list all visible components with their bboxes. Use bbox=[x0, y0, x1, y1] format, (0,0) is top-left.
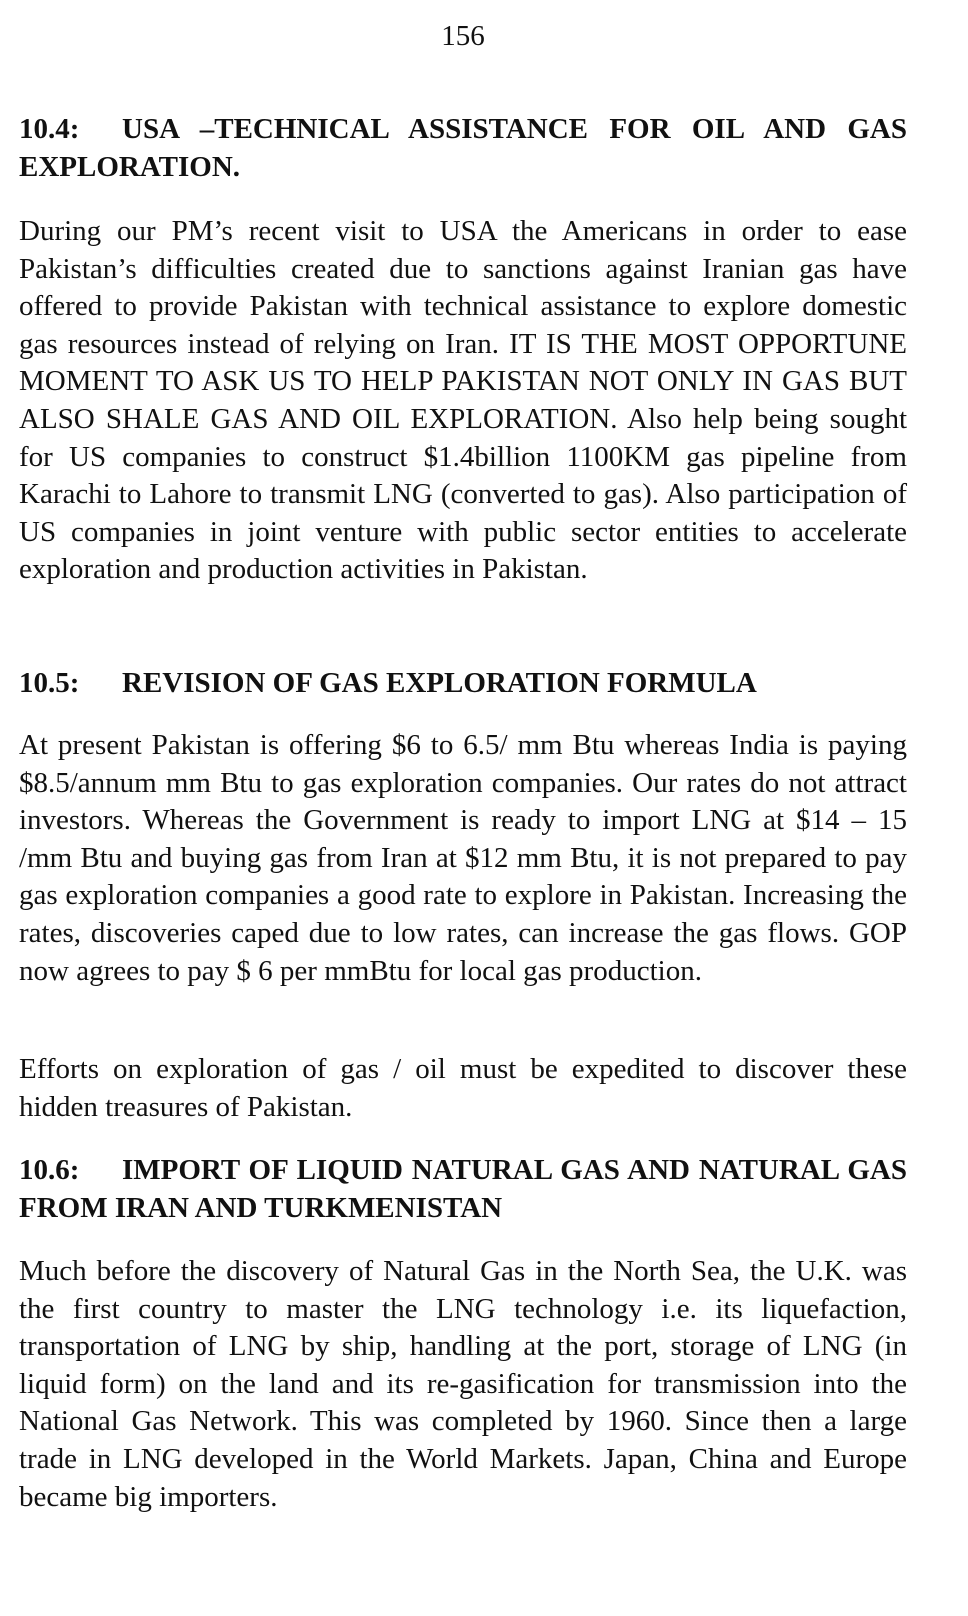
section-heading-10-6 bbox=[19, 1151, 907, 1227]
section-number: 10.5: bbox=[19, 667, 80, 699]
section-number: 10.6: bbox=[19, 1154, 80, 1186]
section-10-4-paragraph: During our PM’s recent visit to USA the Americans in order to ease Pakistan’s difficulties created due to sanctions against Iranian gas have offered to provide Pakistan with technical assistance to explore domestic gas resources instead of relying on Iran. IT IS THE MOST OPPORTUNE MOMENT TO ASK US TO HELP PAKISTAN NOT ONLY IN GAS BUT ALSO SHALE GAS AND OIL EXPLORATION. Also help being sought for US companies to construct $1.4billion 1100KM gas pipeline from Karachi to Lahore to transmit LNG (converted to gas). Also participation of US companies in joint venture with public sector entities to accelerate exploration and production activities in Pakistan. bbox=[19, 215, 907, 586]
section-heading-10-4 bbox=[19, 110, 907, 186]
section-10-6-paragraph: Much before the discovery of Natural Gas in the North Sea, the U.K. was the first country to master the LNG technology i.e. its liquefaction, transportation of LNG by ship, handling at the port, storage of LNG (in liquid form) on the land and its re-gasification for transmission into the National Gas Network. This was completed by 1960. Since then a large trade in LNG developed in the World Markets. Japan, China and Europe became big importers. bbox=[19, 1255, 907, 1513]
section-title: REVISION OF GAS EXPLORATION FORMULA bbox=[122, 667, 757, 699]
section-heading-10-5 bbox=[19, 664, 907, 702]
section-title: IMPORT OF LIQUID NATURAL GAS AND NATURAL GAS FROM IRAN AND TURKMENISTAN bbox=[19, 1154, 907, 1224]
section-10-5-paragraph-2: Efforts on exploration of gas / oil must be expedited to discover these hidden treasures of Pakistan. bbox=[19, 1053, 907, 1123]
section-number: 10.4: bbox=[19, 113, 80, 145]
section-title: USA –TECHNICAL ASSISTANCE FOR OIL AND GAS EXPLORATION. bbox=[19, 113, 907, 183]
page-number: 156 bbox=[441, 20, 485, 52]
section-10-5-paragraph-1: At present Pakistan is offering $6 to 6.5/ mm Btu whereas India is paying $8.5/annum mm Btu to gas exploration companies. Our rates do not attract investors. Whereas the Government is ready to import LNG at $14 – 15 /mm Btu and buying gas from Iran at $12 mm Btu, it is not prepared to pay gas exploration companies a good rate to explore in Pakistan. Increasing the rates, discoveries caped due to low rates, can increase the gas flows. GOP now agrees to pay $ 6 per mmBtu for local gas production. bbox=[19, 729, 907, 987]
